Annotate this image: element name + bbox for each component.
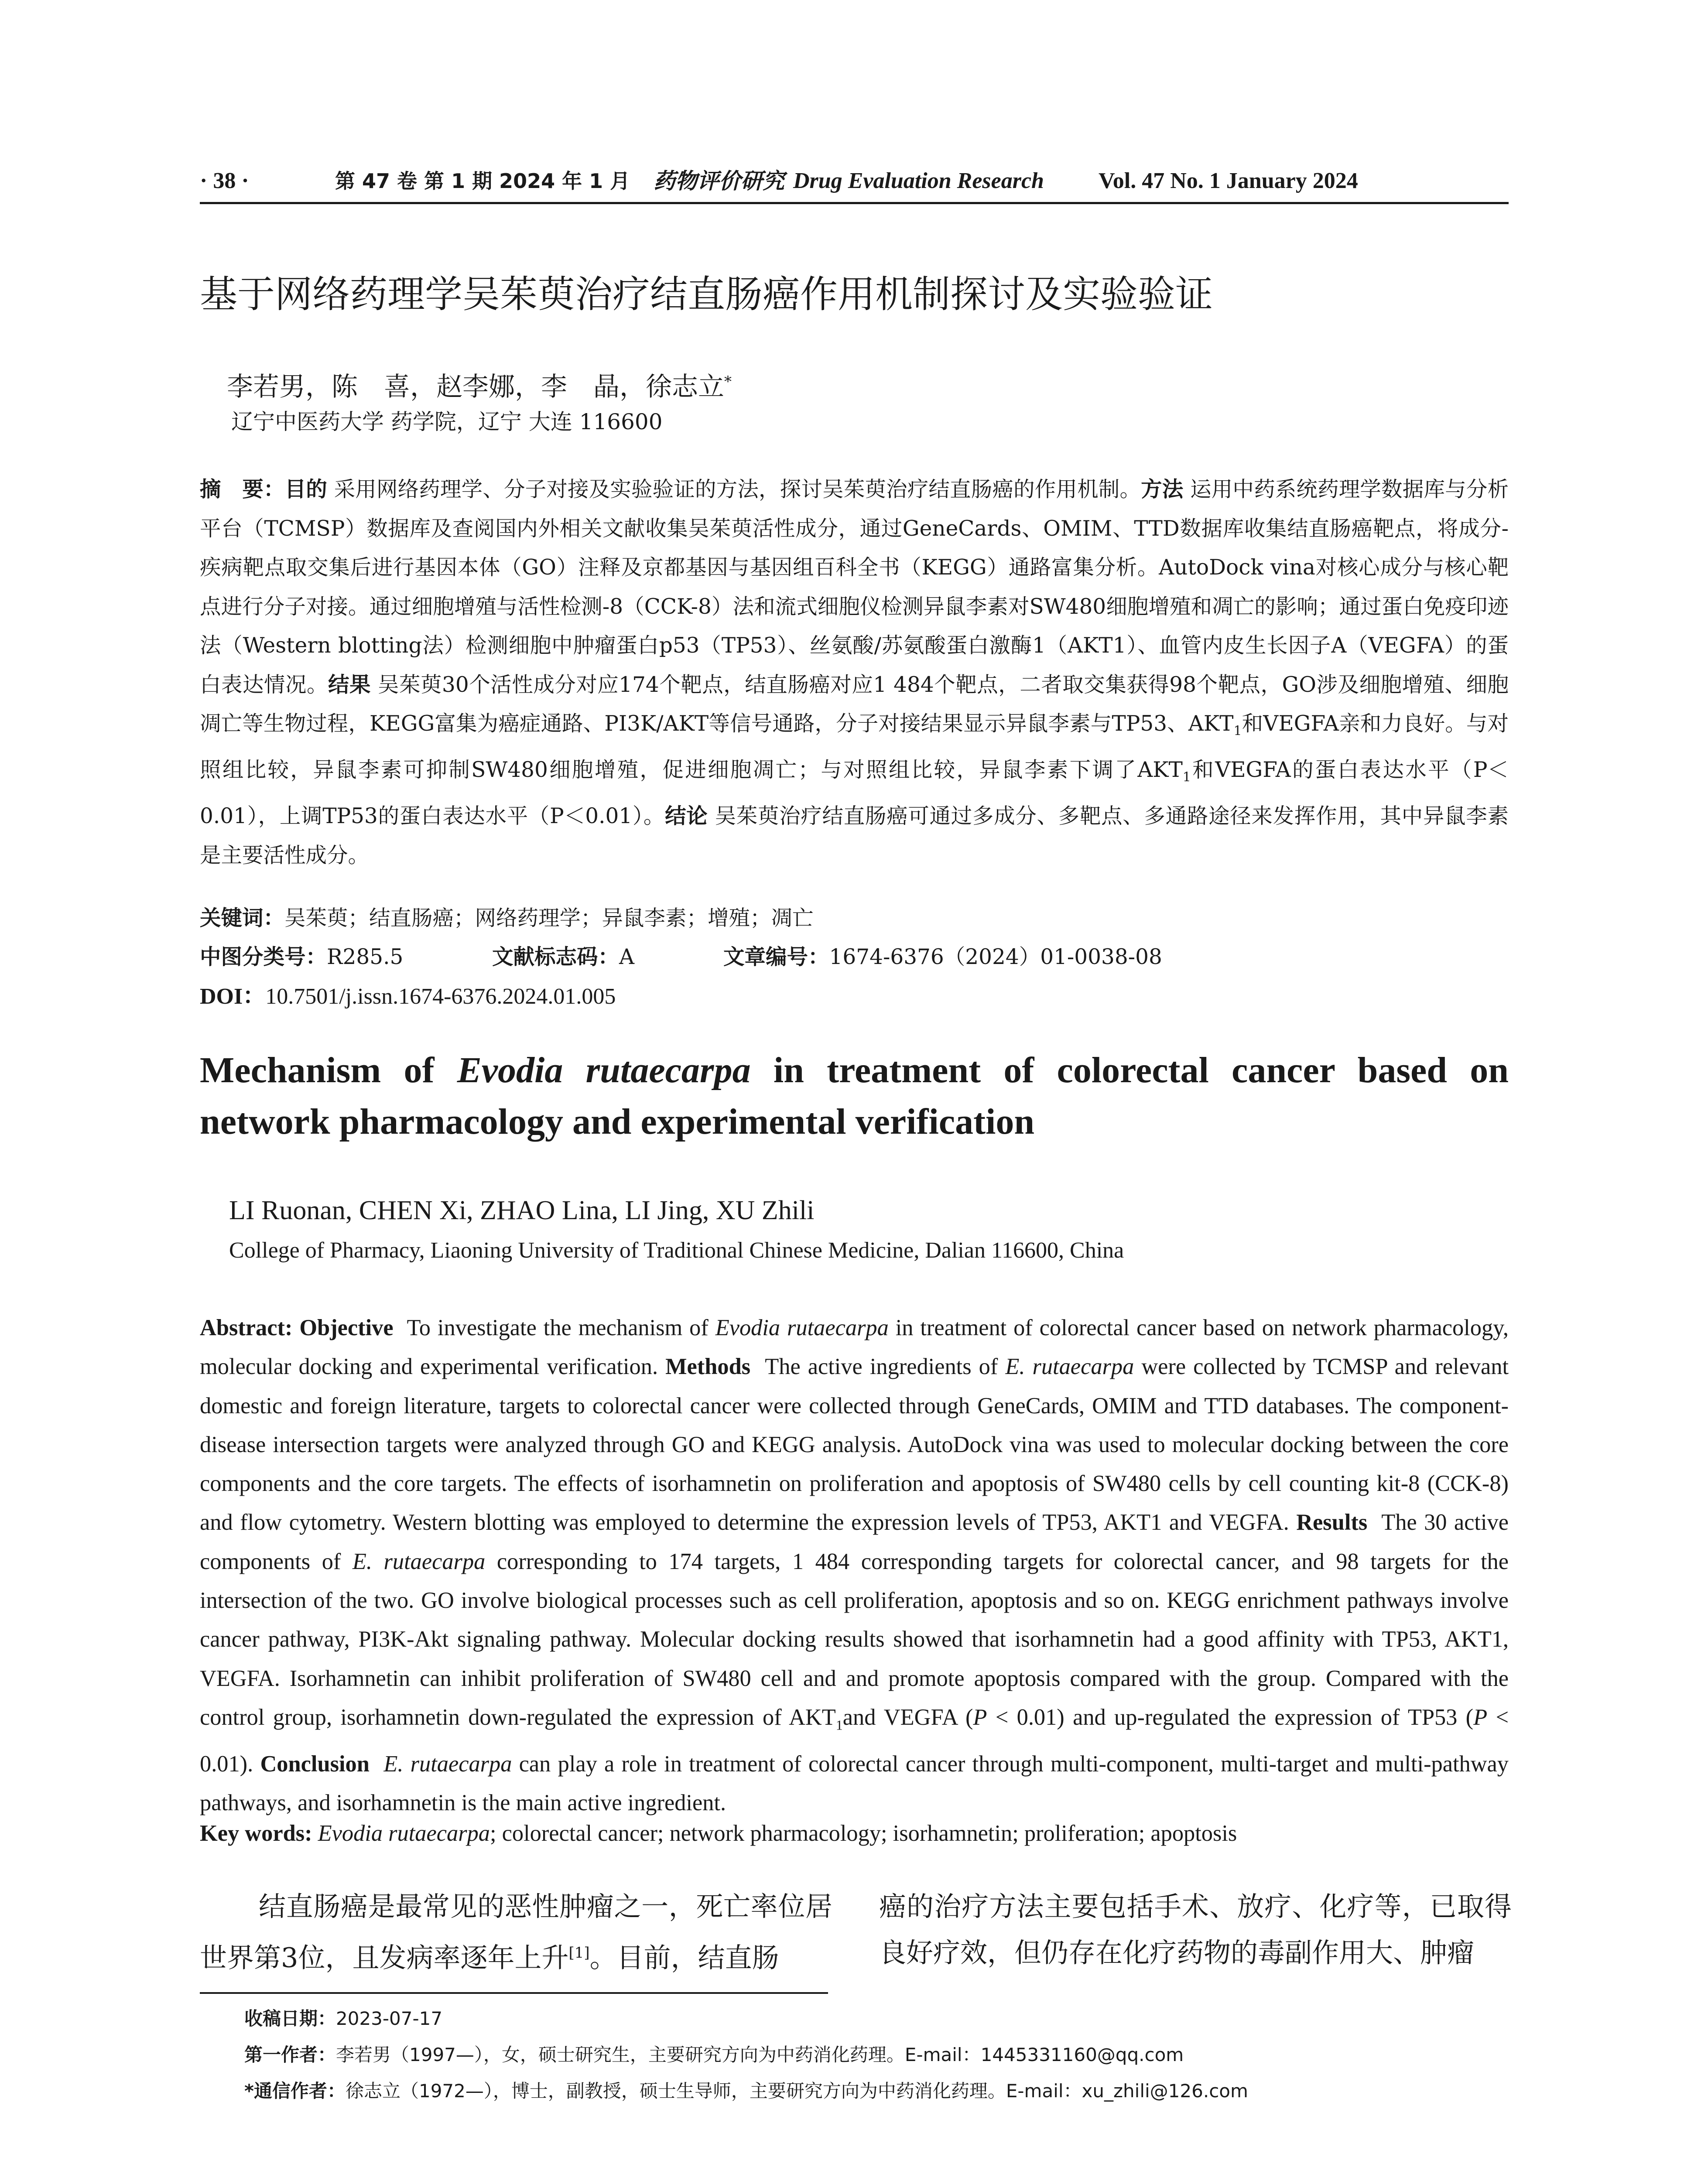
conclusion-text-cn: 吴茱萸治疗结直肠癌可通过多成分、多靶点、多通路途径来发挥作用，其中异鼠李素是主要活性成分。 xyxy=(200,804,1509,868)
results-text-cn-c: 和VEGFA的蛋白表达水平（P＜0.01），上调TP53的蛋白表达水平（P＜0.01）。 xyxy=(200,758,1509,829)
methods-label-cn: 方法 xyxy=(1141,477,1184,502)
footnote-received xyxy=(244,2006,442,2032)
results-sub-cn-1: 1 xyxy=(1233,723,1242,739)
p-value-symbol-1: P xyxy=(973,1704,987,1730)
body-text-left-b: 。目前，结直肠 xyxy=(589,1942,779,1974)
results-text-en-b: corresponding to 174 targets, 1 484 corresponding targets for colorectal cancer, and 98 targets for the intersection of the two. GO involve biological processes such as cell proliferation, apoptosis and so on. KEGG enrichment pathways involve cancer pathway, PI3K-Akt signaling pathway. Molecular docking results showed that isorhamnetin had a good affinity with TP53, AKT1, VEGFA. Isorhamnetin can inhibit proliferation of SW480 cell and and promote apoptosis compared with the group. Compared with the control group, isorhamnetin down-regulated the expression of AKT xyxy=(200,1549,1509,1730)
clc-label: 中图分类号： xyxy=(200,945,327,969)
results-text-cn-a: 吴茱萸30个活性成分对应174个靶点，结直肠癌对应1 484个靶点，二者取交集获得98个靶点，GO涉及细胞增殖、细胞凋亡等生物过程，KEGG富集为癌症通路、PI3K/AKT等信号通路，分子对接结果显示异鼠李素与TP53、AKT xyxy=(200,672,1509,736)
issue-info-cn: 第 47 卷 第 1 期 2024 年 1 月 xyxy=(335,169,630,193)
author-list-en: LI Ruonan, CHEN Xi, ZHAO Lina, LI Jing, XU Zhili xyxy=(229,1196,815,1225)
corresponding-author-label: *通信作者： xyxy=(244,2080,346,2102)
article-title-cn: 基于网络药理学吴茱萸治疗结直肠癌作用机制探讨及实验验证 xyxy=(200,273,1213,316)
results-text-en-d: < 0.01) and up-regulated the expression of TP53 ( xyxy=(987,1704,1474,1730)
article-number-label: 文章编号： xyxy=(723,945,829,969)
title-en-species: Evodia rutaecarpa xyxy=(457,1050,751,1090)
page-number: · 38 · xyxy=(200,168,249,193)
article-number-value: 1674-6376（2024）01-0038-08 xyxy=(829,945,1162,969)
received-date: 2023-07-17 xyxy=(336,2008,443,2029)
author-list-cn xyxy=(227,364,732,404)
header-divider xyxy=(200,202,1509,204)
doi-line xyxy=(200,977,616,1016)
conclusion-text-en: can play a role in treatment of colorectal cancer through multi-component, multi-target and multi-pathway pathways, and isorhamnetin is the main active ingredient. xyxy=(200,1751,1509,1816)
conclusion-label-en: Conclusion xyxy=(260,1751,370,1777)
doi-label: DOI： xyxy=(200,984,266,1009)
results-label-en: Results xyxy=(1296,1510,1368,1535)
volume-info-en: Vol. 47 No. 1 January 2024 xyxy=(1099,168,1358,193)
title-en-a: Mechanism of xyxy=(200,1050,457,1090)
objective-label-en: Objective xyxy=(299,1315,394,1340)
classification-line xyxy=(200,938,1509,977)
corresponding-mark: * xyxy=(724,373,732,390)
doc-code-value: A xyxy=(619,945,635,969)
abstract-label-en: Abstract: xyxy=(200,1315,293,1340)
keywords-en xyxy=(200,1814,1509,1853)
objective-text-en-a: To investigate the mechanism of xyxy=(407,1315,715,1340)
footnote-first-author xyxy=(244,2042,1184,2068)
objective-text-cn: 采用网络药理学、分子对接及实验验证的方法，探讨吴茱萸治疗结直肠癌的作用机制。 xyxy=(334,477,1141,502)
clc-value: R285.5 xyxy=(327,945,404,969)
conclusion-label-cn: 结论 xyxy=(665,804,708,829)
keywords-cn xyxy=(200,899,814,938)
journal-name-cn: 药物评价研究 xyxy=(654,168,784,194)
first-author-label: 第一作者： xyxy=(244,2044,336,2065)
footnote-corresponding-author xyxy=(244,2078,1248,2104)
citation-ref[interactable]: [1] xyxy=(568,1944,590,1962)
abstract-cn xyxy=(200,470,1509,875)
affiliation-en: College of Pharmacy, Liaoning University of Traditional Chinese Medicine, Dalian 116600, China xyxy=(229,1238,1124,1263)
article-title-en xyxy=(200,1045,1509,1148)
objective-label-cn: 目的 xyxy=(284,477,328,502)
results-text-en-a: The 30 active components of xyxy=(200,1510,1509,1574)
p-value-symbol-2: P xyxy=(1473,1704,1488,1730)
body-column-left xyxy=(200,1884,832,1981)
keywords-label-en: Key words: xyxy=(200,1821,312,1846)
keywords-text-cn: 吴茱萸；结直肠癌；网络药理学；异鼠李素；增殖；凋亡 xyxy=(284,906,814,930)
journal-name-en: Drug Evaluation Research xyxy=(793,168,1044,193)
running-header xyxy=(200,166,1509,201)
results-sub-cn-2: 1 xyxy=(1182,769,1191,785)
keywords-label-cn: 关键词： xyxy=(200,906,285,930)
doc-code-label: 文献标志码： xyxy=(492,945,620,969)
article-number-field xyxy=(723,938,1162,977)
methods-text-en-a: The active ingredients of xyxy=(765,1354,1006,1380)
methods-species-en: E. rutaecarpa xyxy=(1005,1354,1134,1380)
methods-text-cn: 运用中药系统药理学数据库与分析平台（TCMSP）数据库及查阅国内外相关文献收集吴茱萸活性成分，通过GeneCards、OMIM、TTD数据库收集结直肠癌靶点，将成分-疾病靶点取交集后进行基因本体（GO）注释及京都基因与基因组百科全书（KEGG）通路富集分析。AutoDock vina对核心成分与核心靶点进行分子对接。通过细胞增殖与活性检测-8（CCK-8）法和流式细胞仪检测异鼠李素对SW480细胞增殖和凋亡的影响；通过蛋白免疫印迹法（Western blotting法）检测细胞中肿瘤蛋白p53（TP53）、丝氨酸/苏氨酸蛋白激酶1（AKT1）、血管内皮生长因子A（VEGFA）的蛋白表达情况。 xyxy=(200,477,1509,697)
results-sub-en: 1 xyxy=(835,1717,843,1733)
first-author-info: 李若男（1997—），女，硕士研究生，主要研究方向为中药消化药理。E-mail：1445331160@qq.com xyxy=(336,2044,1184,2065)
abstract-label-cn: 摘 要： xyxy=(200,477,285,502)
results-text-en-c: and VEGFA ( xyxy=(842,1704,973,1730)
title-en-b: in treatment of colorectal cancer based on network pharmacology and experimental verification xyxy=(200,1050,1509,1142)
corresponding-author-info: 徐志立（1972—），博士，副教授，硕士生导师，主要研究方向为中药消化药理。E-mail：xu_zhili@126.com xyxy=(345,2080,1248,2102)
received-label: 收稿日期： xyxy=(244,2008,336,2029)
keywords-text-en: ; colorectal cancer; network pharmacology; isorhamnetin; proliferation; apoptosis xyxy=(489,1821,1237,1846)
objective-text-en-b: in treatment of colorectal cancer based on network pharmacology, molecular docking and experimental verification. xyxy=(200,1315,1509,1380)
methods-label-en: Methods xyxy=(665,1354,751,1380)
objective-species-en: Evodia rutaecarpa xyxy=(715,1315,889,1340)
author-names-cn: 李若男，陈 喜，赵李娜，李 晶，徐志立 xyxy=(227,372,724,402)
body-column-right: 癌的治疗方法主要包括手术、放疗、化疗等，已取得良好疗效，但仍存在化疗药物的毒副作用大、肿瘤 xyxy=(879,1890,1512,1969)
clc-field xyxy=(200,938,404,977)
results-label-cn: 结果 xyxy=(328,672,371,697)
results-text-en-e: < 0.01). xyxy=(200,1704,1509,1777)
methods-text-en-b: were collected by TCMSP and relevant domestic and foreign literature, targets to colorectal cancer were collected through GeneCards, OMIM and TTD databases. The component-disease intersection targets were analyzed through GO and KEGG analysis. AutoDock vina was used to molecular docking between the core components and the core targets. The effects of isorhamnetin on proliferation and apoptosis of SW480 cells by cell counting kit-8 (CCK-8) and flow cytometry. Western blotting was employed to determine the expression levels of TP53, AKT1 and VEGFA. xyxy=(200,1354,1509,1535)
doi-value[interactable]: 10.7501/j.issn.1674-6376.2024.01.005 xyxy=(265,984,616,1009)
keywords-species-en: Evodia rutaecarpa xyxy=(318,1821,490,1846)
abstract-en xyxy=(200,1309,1509,1822)
body-text-left-a: 结直肠癌是最常见的恶性肿瘤之一，死亡率位居世界第3位，且发病率逐年上升 xyxy=(200,1890,832,1974)
results-species-en: E. rutaecarpa xyxy=(352,1549,486,1574)
conclusion-species-en: E. rutaecarpa xyxy=(383,1751,512,1777)
affiliation-cn: 辽宁中医药大学 药学院，辽宁 大连 116600 xyxy=(231,409,663,434)
results-text-cn-b: 和VEGFA亲和力良好。与对照组比较，异鼠李素可抑制SW480细胞增殖，促进细胞凋亡；与对照组比较，异鼠李素下调了AKT xyxy=(200,711,1509,783)
doc-code-field xyxy=(492,938,635,977)
footnote-divider xyxy=(200,1992,828,1994)
